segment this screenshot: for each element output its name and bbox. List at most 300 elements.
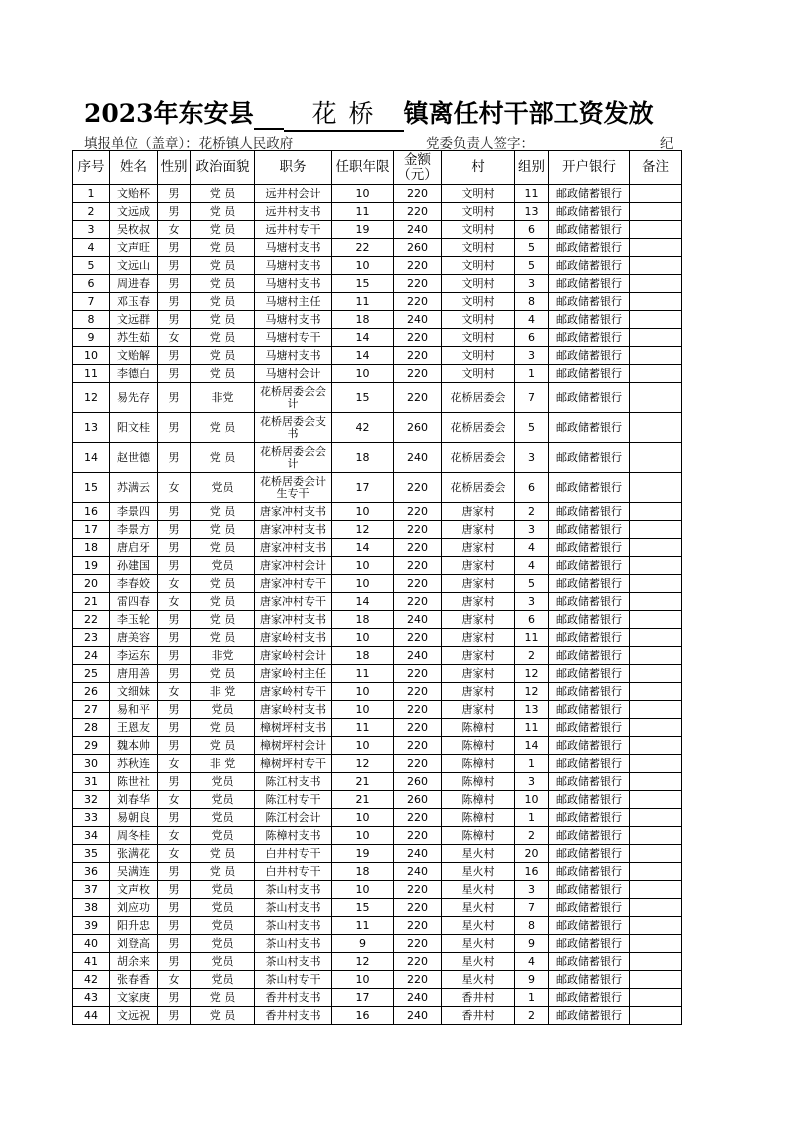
person-name-cell: 王恩友: [110, 719, 158, 737]
table-row: [73, 881, 682, 899]
remarks-cell: [630, 557, 682, 575]
gender-cell: 男: [158, 953, 191, 971]
bank-cell: 邮政储蓄银行: [549, 935, 630, 953]
table-row: [73, 239, 682, 257]
position-cell: 樟树坪村支书: [255, 719, 332, 737]
table-row: [73, 347, 682, 365]
remarks-cell: [630, 989, 682, 1007]
remarks-cell: [630, 629, 682, 647]
person-name-cell: 易朝良: [110, 809, 158, 827]
person-name-cell: 文远成: [110, 203, 158, 221]
position-cell: 唐家冲村支书: [255, 611, 332, 629]
village-cell: 唐家村: [442, 503, 515, 521]
political-status-cell: 党 员: [191, 365, 255, 383]
bank-cell: 邮政储蓄银行: [549, 257, 630, 275]
years-served-cell: 12: [332, 953, 394, 971]
gender-cell: 男: [158, 311, 191, 329]
political-status-cell: 党 员: [191, 203, 255, 221]
group-cell: 3: [515, 881, 549, 899]
row-index-cell: 7: [73, 293, 110, 311]
title-suffix: 镇离任村干部工资发放: [403, 99, 654, 128]
row-index-cell: 15: [73, 473, 110, 503]
title-blank-1: [254, 99, 284, 130]
gender-cell: 男: [158, 347, 191, 365]
remarks-cell: [630, 899, 682, 917]
gender-cell: 男: [158, 881, 191, 899]
person-name-cell: 周冬桂: [110, 827, 158, 845]
bank-cell: 邮政储蓄银行: [549, 953, 630, 971]
table-header-row: [73, 151, 682, 185]
village-cell: 文明村: [442, 203, 515, 221]
document-title: [84, 94, 654, 134]
table-row: [73, 719, 682, 737]
village-cell: 陈樟村: [442, 827, 515, 845]
years-served-cell: 12: [332, 521, 394, 539]
bank-cell: 邮政储蓄银行: [549, 221, 630, 239]
village-cell: 唐家村: [442, 647, 515, 665]
group-cell: 5: [515, 575, 549, 593]
row-index-cell: 25: [73, 665, 110, 683]
gender-cell: 男: [158, 275, 191, 293]
remarks-cell: [630, 827, 682, 845]
table-row: [73, 557, 682, 575]
village-cell: 香井村: [442, 1007, 515, 1025]
table-row: [73, 899, 682, 917]
amount-cell: 220: [394, 665, 442, 683]
years-served-cell: 10: [332, 557, 394, 575]
political-status-cell: 党员: [191, 953, 255, 971]
col-header: 备注: [630, 151, 682, 185]
village-cell: 陈樟村: [442, 737, 515, 755]
bank-cell: 邮政储蓄银行: [549, 443, 630, 473]
amount-cell: 220: [394, 347, 442, 365]
village-cell: 星火村: [442, 953, 515, 971]
row-index-cell: 35: [73, 845, 110, 863]
political-status-cell: 党员: [191, 701, 255, 719]
col-header: 姓名: [110, 151, 158, 185]
position-cell: 马塘村会计: [255, 365, 332, 383]
gender-cell: 男: [158, 989, 191, 1007]
row-index-cell: 33: [73, 809, 110, 827]
political-status-cell: 党 员: [191, 239, 255, 257]
reporting-unit: 填报单位（盖章）：花桥镇人民政府: [84, 136, 294, 152]
row-index-cell: 36: [73, 863, 110, 881]
amount-cell: 220: [394, 755, 442, 773]
position-cell: 唐家岭村会计: [255, 647, 332, 665]
group-cell: 8: [515, 917, 549, 935]
remarks-cell: [630, 917, 682, 935]
person-name-cell: 文贻杯: [110, 185, 158, 203]
position-cell: 陈江村支书: [255, 773, 332, 791]
village-cell: 花桥居委会: [442, 413, 515, 443]
political-status-cell: 党员: [191, 917, 255, 935]
remarks-cell: [630, 791, 682, 809]
years-served-cell: 17: [332, 989, 394, 1007]
village-cell: 文明村: [442, 311, 515, 329]
village-cell: 星火村: [442, 917, 515, 935]
bank-cell: 邮政储蓄银行: [549, 611, 630, 629]
amount-cell: 220: [394, 185, 442, 203]
row-index-cell: 28: [73, 719, 110, 737]
person-name-cell: 唐用善: [110, 665, 158, 683]
person-name-cell: 张满花: [110, 845, 158, 863]
gender-cell: 男: [158, 185, 191, 203]
village-cell: 文明村: [442, 275, 515, 293]
table-row: [73, 503, 682, 521]
remarks-cell: [630, 293, 682, 311]
group-cell: 6: [515, 221, 549, 239]
years-served-cell: 14: [332, 593, 394, 611]
years-served-cell: 10: [332, 737, 394, 755]
remarks-cell: [630, 935, 682, 953]
gender-cell: 男: [158, 503, 191, 521]
gender-cell: 男: [158, 383, 191, 413]
group-cell: 3: [515, 593, 549, 611]
political-status-cell: 党 员: [191, 989, 255, 1007]
remarks-cell: [630, 221, 682, 239]
row-index-cell: 11: [73, 365, 110, 383]
position-cell: 马塘村专干: [255, 329, 332, 347]
group-cell: 12: [515, 683, 549, 701]
bank-cell: 邮政储蓄银行: [549, 737, 630, 755]
row-index-cell: 42: [73, 971, 110, 989]
remarks-cell: [630, 665, 682, 683]
political-status-cell: 党员: [191, 971, 255, 989]
row-index-cell: 24: [73, 647, 110, 665]
table-row: [73, 443, 682, 473]
remarks-cell: [630, 737, 682, 755]
bank-cell: 邮政储蓄银行: [549, 755, 630, 773]
bank-cell: 邮政储蓄银行: [549, 311, 630, 329]
political-status-cell: 党员: [191, 557, 255, 575]
political-status-cell: 党 员: [191, 521, 255, 539]
remarks-cell: [630, 881, 682, 899]
amount-cell: 220: [394, 539, 442, 557]
group-cell: 13: [515, 203, 549, 221]
political-status-cell: 党 员: [191, 629, 255, 647]
row-index-cell: 19: [73, 557, 110, 575]
political-status-cell: 党员: [191, 881, 255, 899]
group-cell: 16: [515, 863, 549, 881]
person-name-cell: 刘登高: [110, 935, 158, 953]
political-status-cell: 党 员: [191, 293, 255, 311]
row-index-cell: 30: [73, 755, 110, 773]
years-served-cell: 10: [332, 503, 394, 521]
bank-cell: 邮政储蓄银行: [549, 971, 630, 989]
table-row: [73, 629, 682, 647]
remarks-cell: [630, 755, 682, 773]
table-row: [73, 665, 682, 683]
gender-cell: 男: [158, 701, 191, 719]
village-cell: 文明村: [442, 347, 515, 365]
row-index-cell: 3: [73, 221, 110, 239]
gender-cell: 男: [158, 773, 191, 791]
years-served-cell: 21: [332, 791, 394, 809]
village-cell: 文明村: [442, 329, 515, 347]
gender-cell: 女: [158, 755, 191, 773]
group-cell: 1: [515, 365, 549, 383]
row-index-cell: 13: [73, 413, 110, 443]
political-status-cell: 党 员: [191, 539, 255, 557]
years-served-cell: 18: [332, 611, 394, 629]
political-status-cell: 非 党: [191, 683, 255, 701]
years-served-cell: 11: [332, 665, 394, 683]
village-cell: 花桥居委会: [442, 473, 515, 503]
political-status-cell: 党 员: [191, 413, 255, 443]
col-header: 村: [442, 151, 515, 185]
amount-cell: 220: [394, 629, 442, 647]
village-cell: 唐家村: [442, 539, 515, 557]
party-signature-label: 党委负责人签字：: [426, 136, 534, 152]
remarks-cell: [630, 773, 682, 791]
person-name-cell: 李运东: [110, 647, 158, 665]
col-header: 组别: [515, 151, 549, 185]
group-cell: 5: [515, 239, 549, 257]
gender-cell: 女: [158, 329, 191, 347]
gender-cell: 女: [158, 593, 191, 611]
years-served-cell: 17: [332, 473, 394, 503]
person-name-cell: 陈世社: [110, 773, 158, 791]
table-row: [73, 521, 682, 539]
group-cell: 1: [515, 989, 549, 1007]
remarks-cell: [630, 257, 682, 275]
group-cell: 12: [515, 665, 549, 683]
person-name-cell: 文贻解: [110, 347, 158, 365]
group-cell: 8: [515, 293, 549, 311]
remarks-cell: [630, 473, 682, 503]
amount-cell: 240: [394, 1007, 442, 1025]
political-status-cell: 党 员: [191, 221, 255, 239]
political-status-cell: 非党: [191, 647, 255, 665]
bank-cell: 邮政储蓄银行: [549, 383, 630, 413]
position-cell: 花桥居委会会计: [255, 443, 332, 473]
table-row: [73, 257, 682, 275]
bank-cell: 邮政储蓄银行: [549, 347, 630, 365]
bank-cell: 邮政储蓄银行: [549, 701, 630, 719]
remarks-cell: [630, 203, 682, 221]
bank-cell: 邮政储蓄银行: [549, 293, 630, 311]
group-cell: 2: [515, 1007, 549, 1025]
amount-cell: 220: [394, 917, 442, 935]
amount-cell: 220: [394, 701, 442, 719]
village-cell: 陈樟村: [442, 773, 515, 791]
gender-cell: 男: [158, 809, 191, 827]
gender-cell: 男: [158, 539, 191, 557]
group-cell: 3: [515, 773, 549, 791]
position-cell: 马塘村支书: [255, 347, 332, 365]
position-cell: 马塘村主任: [255, 293, 332, 311]
person-name-cell: 唐启牙: [110, 539, 158, 557]
bank-cell: 邮政储蓄银行: [549, 575, 630, 593]
col-header: 政治面貌: [191, 151, 255, 185]
remarks-cell: [630, 185, 682, 203]
group-cell: 1: [515, 755, 549, 773]
amount-cell: 220: [394, 899, 442, 917]
amount-cell: 220: [394, 971, 442, 989]
political-status-cell: 非 党: [191, 755, 255, 773]
salary-table: [72, 150, 682, 1025]
bank-cell: 邮政储蓄银行: [549, 917, 630, 935]
gender-cell: 男: [158, 557, 191, 575]
years-served-cell: 10: [332, 971, 394, 989]
position-cell: 唐家冲村支书: [255, 539, 332, 557]
table-row: [73, 1007, 682, 1025]
row-index-cell: 12: [73, 383, 110, 413]
table-row: [73, 383, 682, 413]
remarks-cell: [630, 443, 682, 473]
discipline-label: 纪: [660, 136, 674, 152]
remarks-cell: [630, 275, 682, 293]
political-status-cell: 党 员: [191, 575, 255, 593]
years-served-cell: 10: [332, 185, 394, 203]
remarks-cell: [630, 503, 682, 521]
row-index-cell: 29: [73, 737, 110, 755]
table-row: [73, 809, 682, 827]
gender-cell: 男: [158, 413, 191, 443]
bank-cell: 邮政储蓄银行: [549, 683, 630, 701]
table-row: [73, 755, 682, 773]
remarks-cell: [630, 647, 682, 665]
political-status-cell: 党员: [191, 473, 255, 503]
row-index-cell: 6: [73, 275, 110, 293]
years-served-cell: 19: [332, 845, 394, 863]
amount-cell: 240: [394, 845, 442, 863]
group-cell: 4: [515, 311, 549, 329]
years-served-cell: 18: [332, 647, 394, 665]
row-index-cell: 39: [73, 917, 110, 935]
person-name-cell: 李景方: [110, 521, 158, 539]
position-cell: 马塘村支书: [255, 311, 332, 329]
political-status-cell: 党 员: [191, 503, 255, 521]
bank-cell: 邮政储蓄银行: [549, 473, 630, 503]
remarks-cell: [630, 311, 682, 329]
table-row: [73, 575, 682, 593]
village-cell: 唐家村: [442, 521, 515, 539]
table-row: [73, 953, 682, 971]
bank-cell: 邮政储蓄银行: [549, 845, 630, 863]
gender-cell: 男: [158, 521, 191, 539]
village-cell: 唐家村: [442, 593, 515, 611]
amount-cell: 260: [394, 791, 442, 809]
position-cell: 茶山村支书: [255, 935, 332, 953]
person-name-cell: 赵世德: [110, 443, 158, 473]
years-served-cell: 21: [332, 773, 394, 791]
amount-cell: 260: [394, 773, 442, 791]
person-name-cell: 李景四: [110, 503, 158, 521]
person-name-cell: 文远祝: [110, 1007, 158, 1025]
bank-cell: 邮政储蓄银行: [549, 809, 630, 827]
table-row: [73, 935, 682, 953]
group-cell: 5: [515, 413, 549, 443]
political-status-cell: 党 员: [191, 737, 255, 755]
amount-cell: 220: [394, 827, 442, 845]
gender-cell: 男: [158, 629, 191, 647]
table-row: [73, 365, 682, 383]
amount-cell: 260: [394, 413, 442, 443]
political-status-cell: 党员: [191, 899, 255, 917]
years-served-cell: 11: [332, 203, 394, 221]
bank-cell: 邮政储蓄银行: [549, 773, 630, 791]
position-cell: 唐家岭村专干: [255, 683, 332, 701]
years-served-cell: 10: [332, 809, 394, 827]
bank-cell: 邮政储蓄银行: [549, 881, 630, 899]
years-served-cell: 10: [332, 881, 394, 899]
amount-cell: 240: [394, 311, 442, 329]
person-name-cell: 文声枚: [110, 881, 158, 899]
amount-cell: 220: [394, 737, 442, 755]
gender-cell: 男: [158, 917, 191, 935]
bank-cell: 邮政储蓄银行: [549, 557, 630, 575]
group-cell: 5: [515, 257, 549, 275]
remarks-cell: [630, 953, 682, 971]
table-row: [73, 539, 682, 557]
row-index-cell: 37: [73, 881, 110, 899]
person-name-cell: 邓玉春: [110, 293, 158, 311]
years-served-cell: 10: [332, 575, 394, 593]
gender-cell: 女: [158, 791, 191, 809]
group-cell: 6: [515, 329, 549, 347]
gender-cell: 男: [158, 647, 191, 665]
village-cell: 陈樟村: [442, 791, 515, 809]
political-status-cell: 党员: [191, 827, 255, 845]
table-row: [73, 221, 682, 239]
remarks-cell: [630, 809, 682, 827]
amount-cell: 240: [394, 221, 442, 239]
village-cell: 文明村: [442, 257, 515, 275]
years-served-cell: 42: [332, 413, 394, 443]
position-cell: 远井村专干: [255, 221, 332, 239]
political-status-cell: 党 员: [191, 329, 255, 347]
col-header: 金额（元）: [394, 151, 442, 185]
gender-cell: 女: [158, 473, 191, 503]
position-cell: 马塘村支书: [255, 275, 332, 293]
amount-cell: 220: [394, 329, 442, 347]
position-cell: 茶山村支书: [255, 917, 332, 935]
gender-cell: 男: [158, 239, 191, 257]
political-status-cell: 党 员: [191, 185, 255, 203]
row-index-cell: 22: [73, 611, 110, 629]
gender-cell: 男: [158, 899, 191, 917]
col-header: 职务: [255, 151, 332, 185]
years-served-cell: 10: [332, 683, 394, 701]
years-served-cell: 15: [332, 383, 394, 413]
gender-cell: 男: [158, 935, 191, 953]
remarks-cell: [630, 329, 682, 347]
position-cell: 唐家冲村会计: [255, 557, 332, 575]
remarks-cell: [630, 683, 682, 701]
gender-cell: 女: [158, 827, 191, 845]
group-cell: 11: [515, 629, 549, 647]
amount-cell: 220: [394, 593, 442, 611]
group-cell: 3: [515, 443, 549, 473]
group-cell: 6: [515, 473, 549, 503]
village-cell: 星火村: [442, 935, 515, 953]
political-status-cell: 党 员: [191, 593, 255, 611]
position-cell: 唐家冲村支书: [255, 503, 332, 521]
village-cell: 唐家村: [442, 611, 515, 629]
row-index-cell: 31: [73, 773, 110, 791]
gender-cell: 女: [158, 575, 191, 593]
gender-cell: 女: [158, 971, 191, 989]
village-cell: 陈樟村: [442, 809, 515, 827]
position-cell: 茶山村专干: [255, 971, 332, 989]
years-served-cell: 14: [332, 329, 394, 347]
person-name-cell: 吴枚叔: [110, 221, 158, 239]
group-cell: 10: [515, 791, 549, 809]
years-served-cell: 10: [332, 365, 394, 383]
row-index-cell: 17: [73, 521, 110, 539]
amount-cell: 220: [394, 935, 442, 953]
